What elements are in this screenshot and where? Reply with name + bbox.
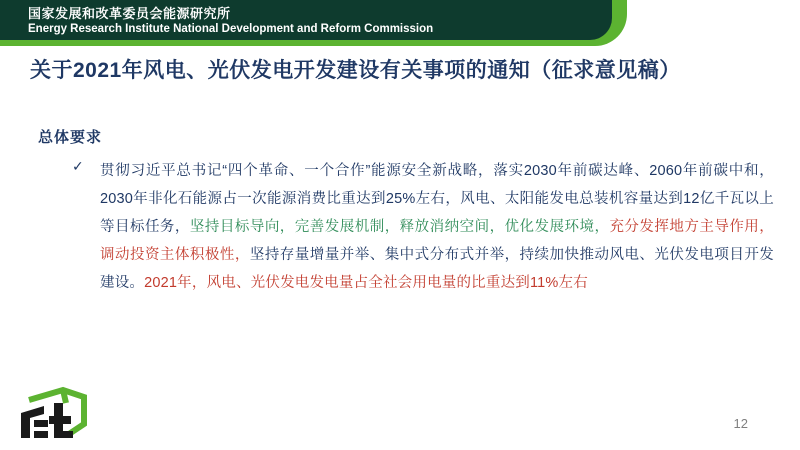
slide-title: 关于2021年风电、光伏发电开发建设有关事项的通知（征求意见稿）: [30, 59, 681, 82]
energy-research-institute-logo: [13, 383, 91, 445]
body-paragraph: [100, 157, 774, 297]
org-name-english: Energy Research Institute National Development and Reform Commission: [28, 23, 434, 35]
paragraph-run-red-highlight: 2021年，风电、光伏发电发电量占全社会用电量的比重达到11%左右: [144, 275, 588, 291]
paragraph-run-green-highlight: 坚持目标导向，完善发展机制，释放消纳空间，优化发展环境，: [189, 219, 610, 235]
page-number: 12: [733, 416, 748, 431]
body-paragraph-block: [72, 157, 774, 297]
section-heading: 总体要求: [38, 129, 103, 146]
checkmark-bullet-icon: ✓: [72, 158, 84, 174]
paragraph-run-red-highlight: 充分发挥地方主导作用，调动投资主体积极性，: [100, 219, 774, 263]
org-name-chinese: 国家发展和改革委员会能源研究所: [28, 6, 231, 21]
paragraph-run: 贯彻习近平总书记“四个革命、一个合作”能源安全新战略，落实2030年前碳达峰、2060年前碳中和，2030年非化石能源占一次能源消费比重达到25%左右，风电、太阳能发电总装机容量达到12亿千瓦以上等目标任务，: [100, 163, 774, 235]
paragraph-run: 坚持存量增量并举、集中式分布式并举，持续加快推动风电、光伏发电项目开发建设。: [100, 247, 774, 291]
header-banner: [0, 0, 612, 40]
